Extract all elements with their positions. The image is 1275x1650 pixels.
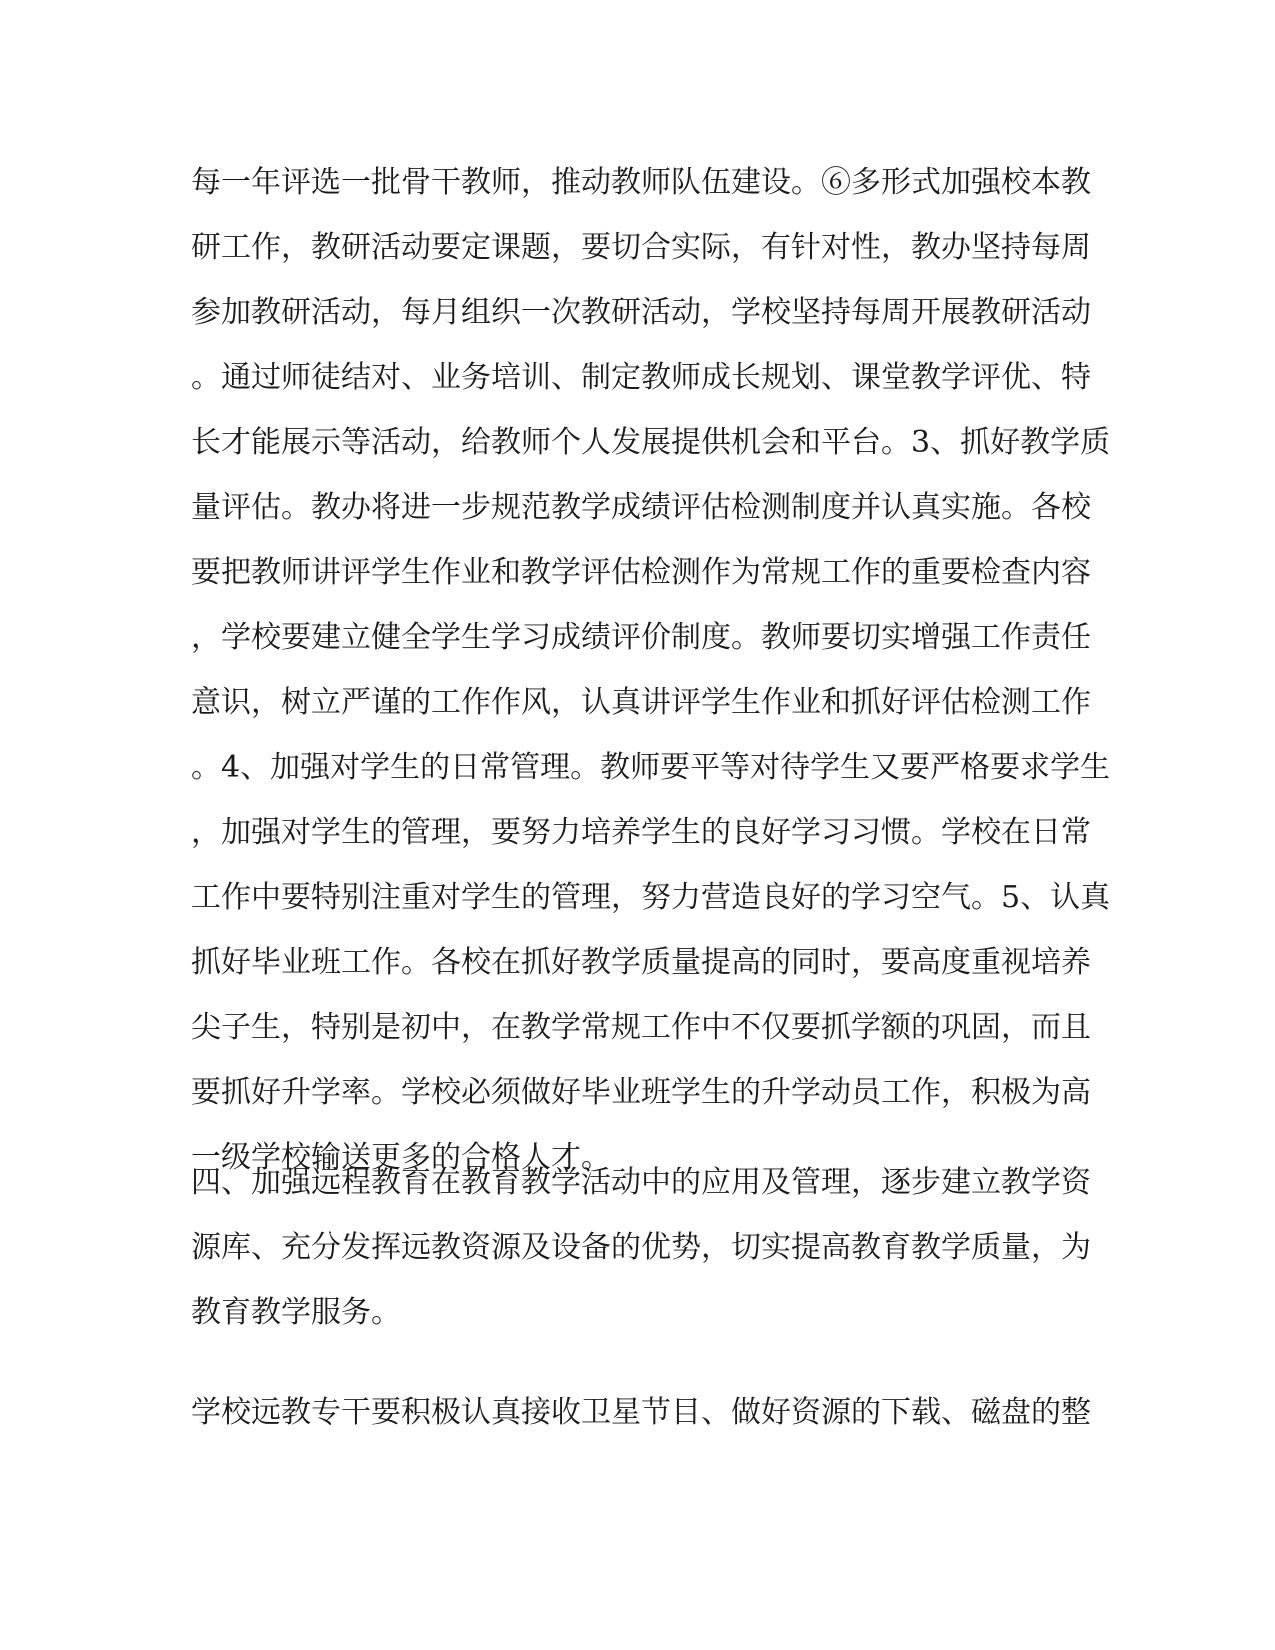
text-line: ，加强对学生的管理，要努力培养学生的良好学习习惯。学校在日常 [191, 815, 1091, 850]
text-line: 要抓好升学率。学校必须做好毕业班学生的升学动员工作，积极为高 [191, 1075, 1091, 1110]
text-line: 源库、充分发挥远教资源及设备的优势，切实提高教育教学质量，为 [191, 1230, 1091, 1265]
text-line: 工作中要特别注重对学生的管理，努力营造良好的学习空气。5、认真 [191, 880, 1111, 915]
text-line: 。4、加强对学生的日常管理。教师要平等对待学生又要严格要求学生 [191, 750, 1111, 785]
text-line: ，学校要建立健全学生学习成绩评价制度。教师要切实增强工作责任 [191, 620, 1091, 655]
paragraph-teaching-quality [191, 150, 1111, 1190]
text-line: 长才能展示等活动，给教师个人发展提供机会和平台。3、抓好教学质 [191, 425, 1111, 460]
text-line: 一级学校输送更多的合格人才。 [191, 1140, 611, 1175]
text-line: 四、加强远程教育在教育教学活动中的应用及管理，逐步建立教学资 [191, 1165, 1091, 1200]
text-line: 尖子生，特别是初中，在教学常规工作中不仅要抓学额的巩固，而且 [191, 1010, 1091, 1045]
text-line: 研工作，教研活动要定课题，要切合实际，有针对性，教办坚持每周 [191, 230, 1091, 265]
text-line: 每一年评选一批骨干教师，推动教师队伍建设。⑥多形式加强校本教 [191, 165, 1091, 200]
text-line: 要把教师讲评学生作业和教学评估检测作为常规工作的重要检查内容 [191, 555, 1091, 590]
text-line: 学校远教专干要积极认真接收卫星节目、做好资源的下载、磁盘的整 [191, 1395, 1091, 1430]
text-line: 教育教学服务。 [191, 1295, 401, 1330]
text-line: 参加教研活动，每月组织一次教研活动，学校坚持每周开展教研活动 [191, 295, 1091, 330]
text-line: 抓好毕业班工作。各校在抓好教学质量提高的同时，要高度重视培养 [191, 945, 1091, 980]
paragraph-section-four [191, 1150, 1091, 1345]
text-line: 量评估。教办将进一步规范教学成绩评估检测制度并认真实施。各校 [191, 490, 1091, 525]
text-line: 意识，树立严谨的工作作风，认真讲评学生作业和抓好评估检测工作 [191, 685, 1091, 720]
paragraph-remote-education [191, 1380, 1091, 1445]
text-line: 。通过师徒结对、业务培训、制定教师成长规划、课堂教学评优、特 [191, 360, 1091, 395]
